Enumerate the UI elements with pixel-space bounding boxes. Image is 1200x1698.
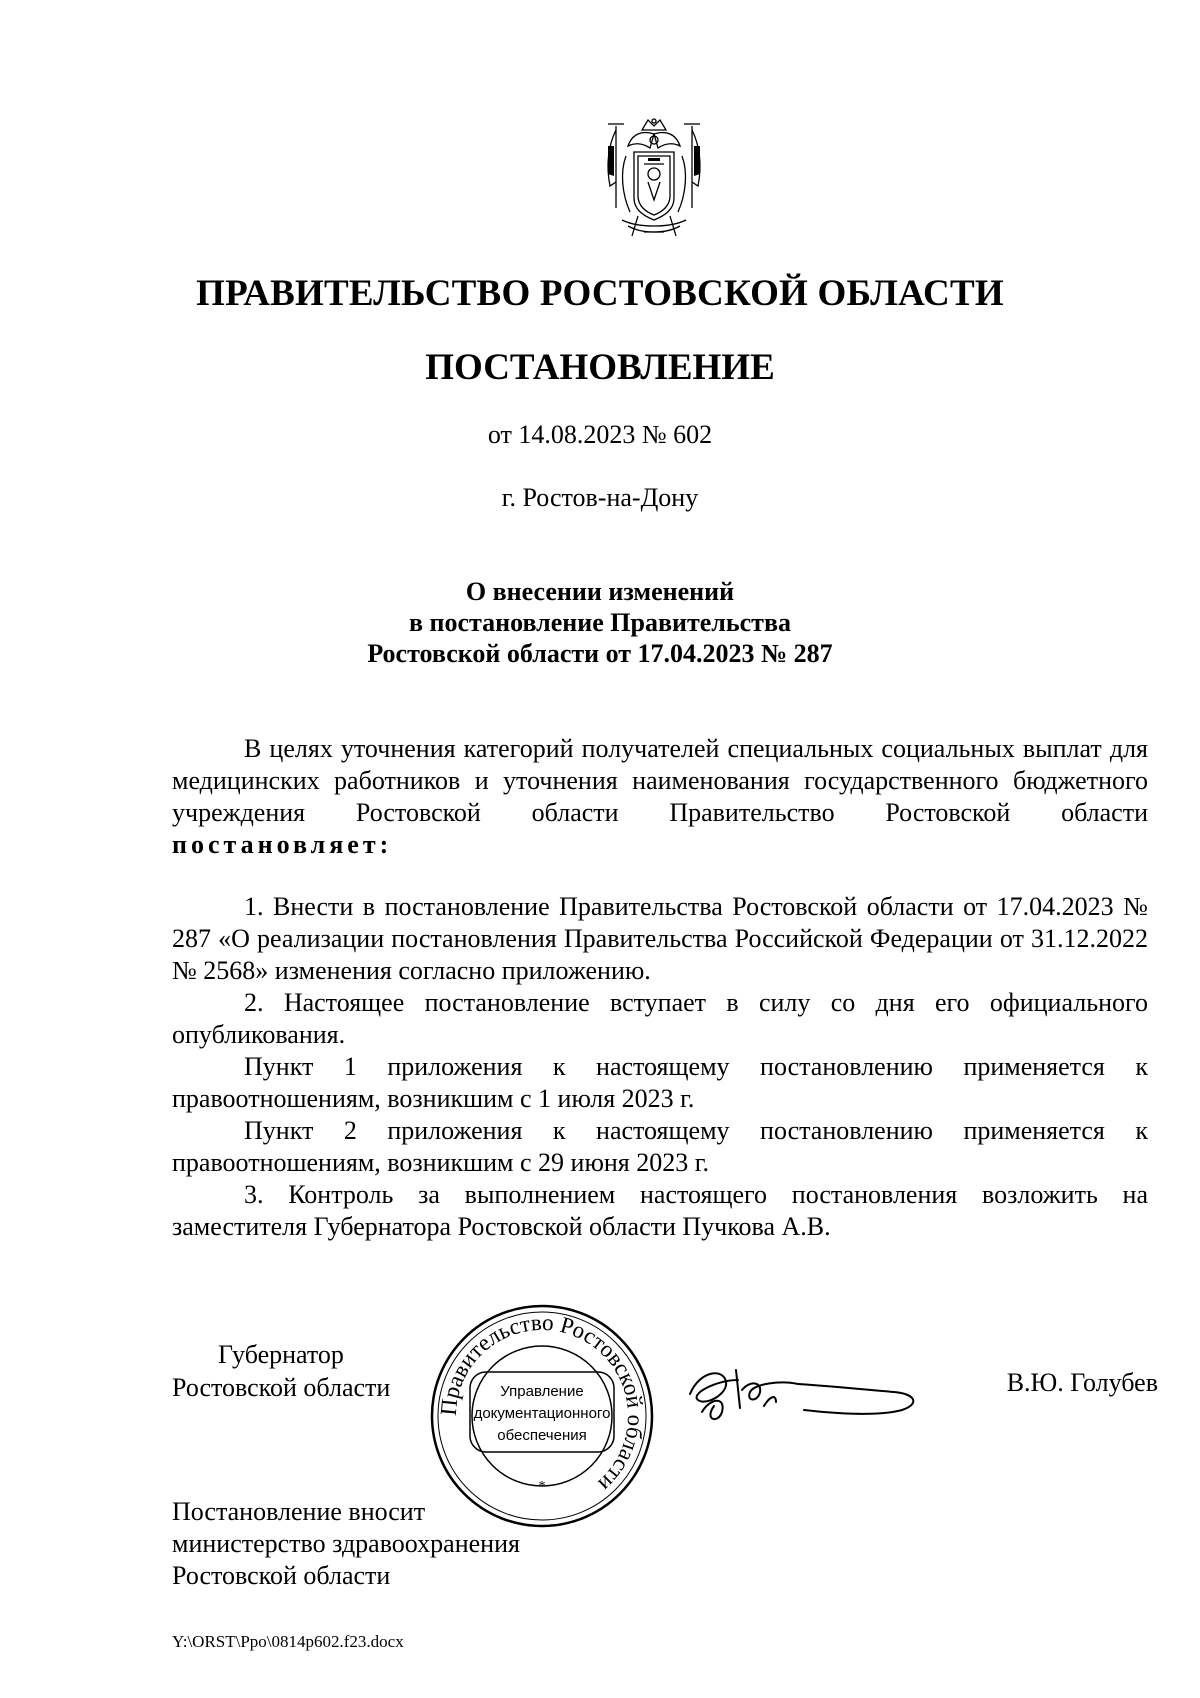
- item-1-paragraph: 1. Внести в постановление Правительства Ростовской области от 17.04.2023 № 287 «О реализации постановления Правительства Российской Федерации от 31.12.2022 № 2568» изменения согласно приложению.: [172, 892, 1148, 985]
- signatory-title-line-2: Ростовской области: [172, 1373, 391, 1402]
- signatory-title: [172, 1338, 432, 1404]
- submitted-by-line-3: Ростовской области: [172, 1561, 391, 1590]
- preamble-emphasis: постановляет:: [172, 830, 393, 859]
- coat-of-arms-icon: [598, 116, 710, 240]
- item-3-paragraph: 3. Контроль за выполнением настоящего постановления возложить на заместителя Губернатора Ростовской области Пучкова А.В.: [172, 1180, 1148, 1241]
- subject-line-1: О внесении изменений: [465, 577, 735, 606]
- item-2-clause-1-paragraph: Пункт 1 приложения к настоящему постановлению применяется к правоотношениям, возникшим с 1 июля 2023 г.: [172, 1052, 1148, 1113]
- document-body: [172, 733, 1148, 1243]
- preamble-paragraph: [172, 733, 1148, 861]
- submitted-by-line-1: Постановление вносит: [172, 1497, 426, 1526]
- document-date-number: от 14.08.2023 № 602: [487, 420, 713, 449]
- organization-title: ПРАВИТЕЛЬСТВО РОСТОВСКОЙ ОБЛАСТИ: [196, 273, 1004, 314]
- signatory-title-line-1: Губернатор: [218, 1340, 344, 1369]
- subject-line-3: Ростовской области от 17.04.2023 № 287: [367, 639, 833, 668]
- signer-name: В.Ю. Голубев: [1006, 1368, 1158, 1397]
- stamp-center-line-3: обеспечения: [497, 1427, 587, 1444]
- stamp-center-line-2: документационного: [473, 1405, 611, 1422]
- document-city: г. Ростов-на-Дону: [501, 483, 699, 512]
- handwritten-signature: [680, 1350, 930, 1430]
- subject-line-2: в постановление Правительства: [408, 608, 791, 637]
- stamp-ring-text: Правительство Ростовской области: [435, 1309, 649, 1497]
- document-subject: [0, 576, 1200, 669]
- submitted-by: [172, 1496, 672, 1592]
- item-2-paragraph: 2. Настоящее постановление вступает в силу со дня его официального опубликования.: [172, 988, 1148, 1049]
- svg-text:*: *: [538, 1479, 546, 1494]
- submitted-by-line-2: министерство здравоохранения: [172, 1529, 520, 1558]
- stamp-center-line-1: Управление: [500, 1383, 584, 1400]
- file-path: Y:\ORST\Ppo\0814p602.f23.docx: [172, 1632, 404, 1651]
- document-type-title: ПОСТАНОВЛЕНИЕ: [425, 347, 775, 388]
- item-2-clause-2-paragraph: Пункт 2 приложения к настоящему постановлению применяется к правоотношениям, возникшим с 29 июня 2023 г.: [172, 1116, 1148, 1177]
- preamble-text: В целях уточнения категорий получателей специальных социальных выплат для медицинских работников и уточнения наименования государственного бюджетного учреждения Ростовской области Правительство Ростовской области: [172, 734, 1148, 827]
